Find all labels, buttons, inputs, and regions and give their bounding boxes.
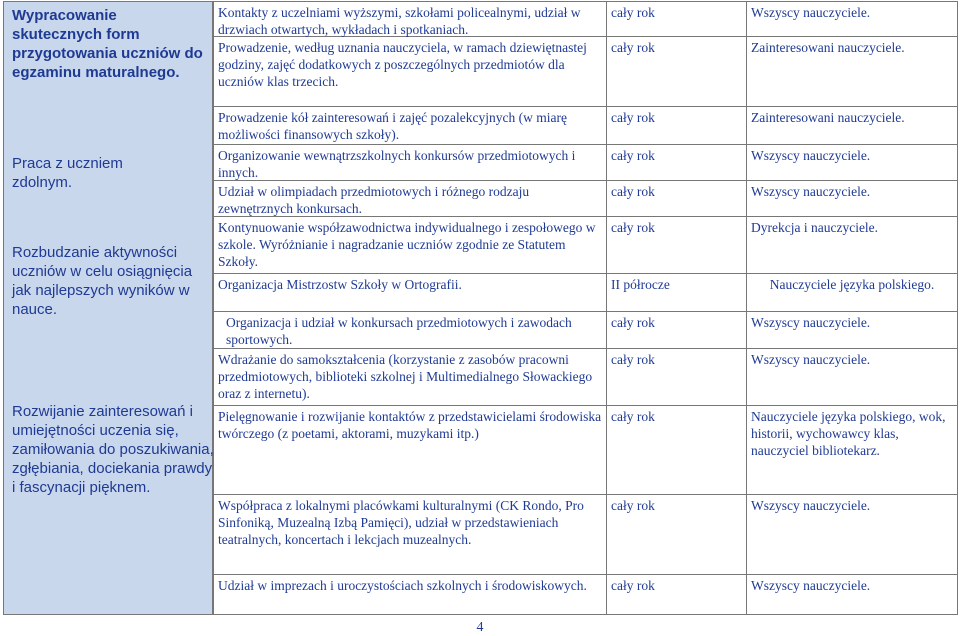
responsible-cell: Dyrekcja i nauczyciele. bbox=[751, 220, 879, 235]
responsible-cell: Wszyscy nauczyciele. bbox=[751, 315, 871, 330]
responsible-cell: Zainteresowani nauczyciele. bbox=[751, 110, 905, 125]
term-cell: cały rok bbox=[607, 2, 747, 36]
responsible-cell: Wszyscy nauczyciele. bbox=[751, 148, 871, 163]
term-cell: cały rok bbox=[607, 575, 747, 614]
task-cell: Organizowanie wewnątrzszkolnych konkursów przedmiotowych i innych. bbox=[214, 145, 607, 180]
table-row bbox=[214, 2, 957, 37]
task-cell: Pielęgnowanie i rozwijanie kontaktów z przedstawicielami środowiska twórczego (z poetami, aktorami, muzykami itp.) bbox=[214, 406, 607, 494]
task-cell: Organizacja i udział w konkursach przedmiotowych i zawodach sportowych. bbox=[214, 312, 607, 348]
table-row bbox=[214, 107, 957, 145]
term-cell: cały rok bbox=[607, 145, 747, 180]
responsible-cell: Nauczyciele języka polskiego, wok, historii, wychowawcy klas, nauczyciel bibliotekarz. bbox=[751, 409, 946, 458]
goal-activity: Rozbudzanie aktywności uczniów w celu osiągnięcia jak najlepszych wyników w nauce. bbox=[12, 244, 193, 318]
goal-exam-prep: Wypracowanie skutecznych form przygotowania uczniów do egzaminu maturalnego. bbox=[12, 7, 203, 81]
table-row bbox=[214, 495, 957, 575]
responsible-cell: Nauczyciele języka polskiego. bbox=[769, 277, 935, 292]
task-cell: Współpraca z lokalnymi placówkami kulturalnymi (CK Rondo, Pro Sinfoniką, Muzealną Izbą Pamięci), udział w przedstawieniach teatralnych, koncertach i lekcjach muzealnych. bbox=[214, 495, 607, 574]
term-cell: cały rok bbox=[607, 312, 747, 348]
task-cell: Organizacja Mistrzostw Szkoły w Ortografii. bbox=[214, 274, 607, 311]
goals-column bbox=[3, 1, 213, 615]
responsible-cell: Wszyscy nauczyciele. bbox=[751, 578, 871, 593]
term-cell: cały rok bbox=[607, 217, 747, 273]
term-cell: cały rok bbox=[607, 181, 747, 216]
term-cell: cały rok bbox=[607, 107, 747, 144]
responsible-cell: Zainteresowani nauczyciele. bbox=[751, 40, 905, 55]
tasks-table bbox=[213, 1, 958, 615]
responsible-cell: Wszyscy nauczyciele. bbox=[751, 5, 871, 20]
table-row bbox=[214, 312, 957, 349]
task-cell: Prowadzenie kół zainteresowań i zajęć pozalekcyjnych (w miarę możliwości finansowych szkoły). bbox=[214, 107, 607, 144]
table-row bbox=[214, 217, 957, 274]
term-cell: II półrocze bbox=[607, 274, 747, 311]
table-row bbox=[214, 145, 957, 181]
task-cell: Kontakty z uczelniami wyższymi, szkołami policealnymi, udział w drzwiach otwartych, wykładach i spotkaniach. bbox=[214, 2, 607, 36]
page-number: 4 bbox=[476, 620, 484, 635]
task-cell: Prowadzenie, według uznania nauczyciela, w ramach dziewiętnastej godziny, zajęć dodatkowych z poszczególnych przedmiotów dla uczniów klas trzecich. bbox=[214, 37, 607, 106]
task-cell: Wdrażanie do samokształcenia (korzystanie z zasobów pracowni przedmiotowych, biblioteki szkolnej i Multimedialnego Słowackiego oraz z internetu). bbox=[214, 349, 607, 405]
term-cell: cały rok bbox=[607, 349, 747, 405]
responsible-cell: Wszyscy nauczyciele. bbox=[751, 184, 871, 199]
term-cell: cały rok bbox=[607, 37, 747, 106]
goal-interests: Rozwijanie zainteresowań i umiejętności uczenia się, zamiłowania do poszukiwania, zgłębiania, dociekania prawdy i fascynacji pięknem. bbox=[12, 403, 214, 496]
table-row bbox=[214, 349, 957, 406]
table-row bbox=[214, 575, 957, 614]
responsible-cell: Wszyscy nauczyciele. bbox=[751, 352, 871, 367]
task-cell: Udział w imprezach i uroczystościach szkolnych i środowiskowych. bbox=[214, 575, 607, 614]
goal-gifted-students: Praca z uczniem zdolnym. bbox=[12, 155, 123, 191]
table-row bbox=[214, 181, 957, 217]
table-row bbox=[214, 37, 957, 107]
task-cell: Kontynuowanie współzawodnictwa indywidualnego i zespołowego w szkole. Wyróżnianie i nagradzanie uczniów zgodnie ze Statutem Szkoły. bbox=[214, 217, 607, 273]
task-cell: Udział w olimpiadach przedmiotowych i różnego rodzaju zewnętrznych konkursach. bbox=[214, 181, 607, 216]
term-cell: cały rok bbox=[607, 495, 747, 574]
responsible-cell: Wszyscy nauczyciele. bbox=[751, 498, 871, 513]
table-row bbox=[214, 406, 957, 495]
table-row bbox=[214, 274, 957, 312]
term-cell: cały rok bbox=[607, 406, 747, 494]
